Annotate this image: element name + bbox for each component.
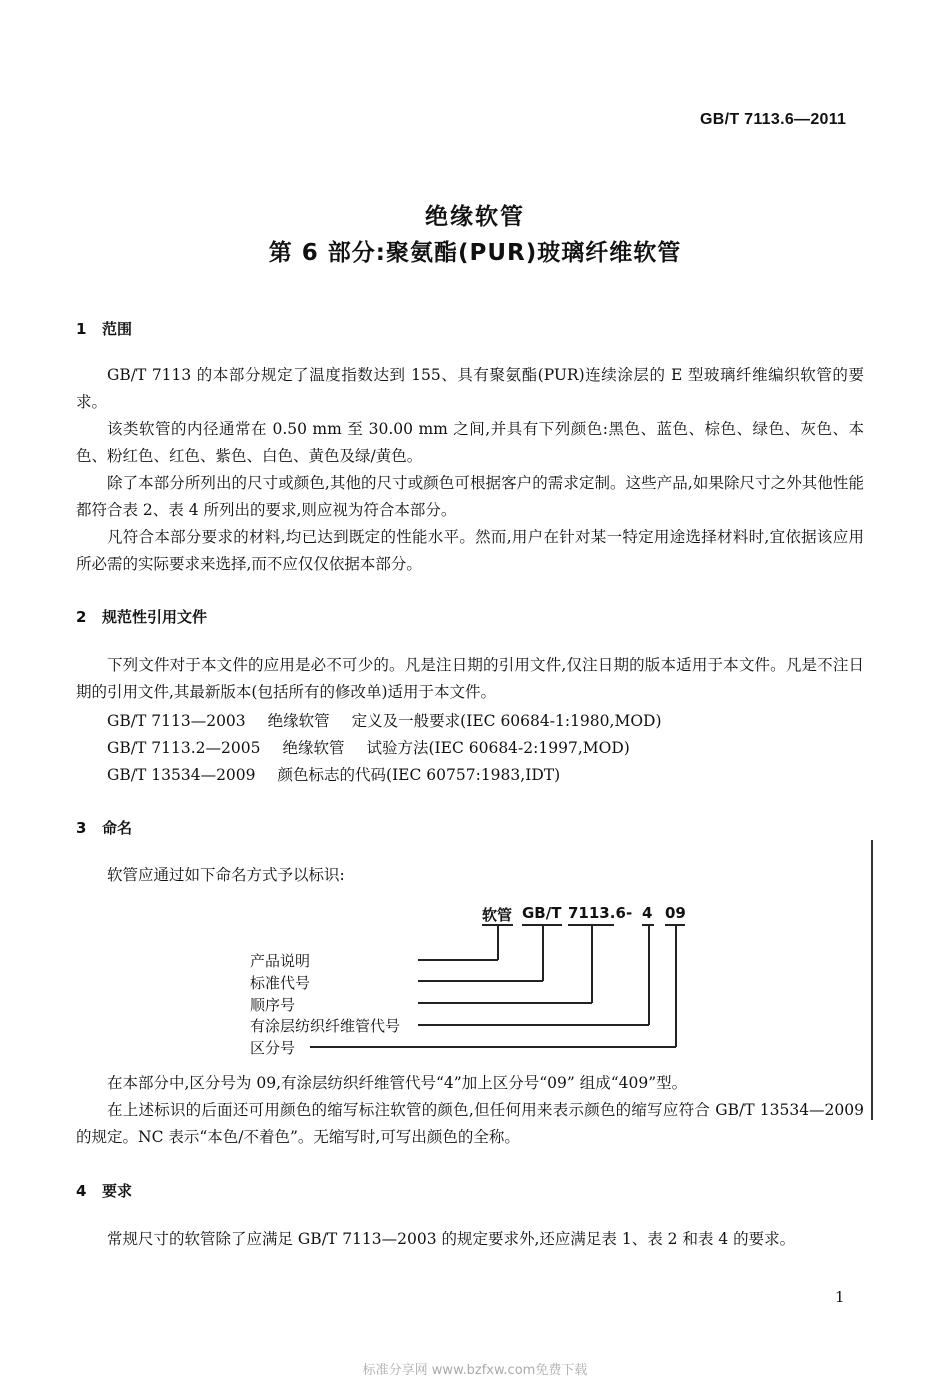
reference-desc: 颜色标志的代码(IEC 60757:1983,IDT) bbox=[277, 766, 561, 784]
paragraph: GB/T 7113 的本部分规定了温度指数达到 155、具有聚氨酯(PUR)连续涂层的 E 型玻璃纤维编织软管的要求。 bbox=[76, 366, 864, 411]
reference-name: 绝缘软管 bbox=[282, 739, 345, 757]
section-4-heading bbox=[76, 1180, 132, 1201]
section-title: 范围 bbox=[102, 320, 133, 338]
reference-desc: 试验方法(IEC 60684-2:1997,MOD) bbox=[366, 739, 630, 757]
reference-code: GB/T 7113—2003 bbox=[107, 712, 246, 730]
section-2-heading bbox=[76, 606, 207, 627]
paragraph: 除了本部分所列出的尺寸或颜色,其他的尺寸或颜色可根据客户的需求定制。这些产品,如果除尺寸之外其他性能都符合表 2、表 4 所列出的要求,则应视为符合本部分。 bbox=[76, 474, 864, 519]
reference-code: GB/T 7113.2—2005 bbox=[107, 739, 261, 757]
scan-edge-line bbox=[871, 840, 873, 1120]
designation-label: 有涂层纺织纤维管代号 bbox=[250, 1017, 401, 1035]
section-number: 4 bbox=[76, 1182, 87, 1200]
document-title-line1: 绝缘软管 bbox=[425, 204, 525, 230]
section-3-body bbox=[76, 1070, 864, 1151]
leader-line bbox=[418, 1024, 649, 1026]
leader-line bbox=[648, 925, 650, 1025]
section-4-body bbox=[76, 1226, 864, 1253]
paragraph: 凡符合本部分要求的材料,均已达到既定的性能水平。然而,用户在针对某一特定用途选择材料时,宜依据该应用所必需的实际要求来选择,而不应仅仅依据本部分。 bbox=[76, 528, 864, 573]
reference-item bbox=[107, 763, 560, 785]
designation-part: 4 bbox=[642, 904, 653, 922]
reference-name: 绝缘软管 bbox=[267, 712, 330, 730]
reference-desc: 定义及一般要求(IEC 60684-1:1980,MOD) bbox=[351, 712, 662, 730]
section-1-heading bbox=[76, 318, 132, 339]
watermark-footer: 标准分享网 www.bzfxw.com免费下载 bbox=[362, 1363, 588, 1378]
designation-part: - bbox=[626, 904, 633, 922]
reference-item bbox=[107, 709, 662, 731]
leader-line bbox=[310, 1046, 676, 1048]
section-3-heading bbox=[76, 817, 132, 838]
leader-line bbox=[418, 1002, 592, 1004]
leader-line bbox=[418, 959, 498, 961]
section-title: 规范性引用文件 bbox=[102, 608, 208, 626]
designation-label: 顺序号 bbox=[250, 996, 296, 1014]
leader-line bbox=[418, 980, 543, 982]
designation-label: 区分号 bbox=[250, 1039, 296, 1057]
designation-part: GB/T bbox=[522, 904, 562, 922]
page-number: 1 bbox=[835, 1288, 845, 1306]
reference-item bbox=[107, 736, 630, 758]
standard-number: GB/T 7113.6—2011 bbox=[700, 111, 847, 128]
section-1-body bbox=[76, 362, 864, 578]
designation-intro: 软管应通过如下命名方式予以标识: bbox=[107, 866, 345, 884]
designation-part: 09 bbox=[665, 904, 686, 922]
section-title: 要求 bbox=[102, 1182, 133, 1200]
leader-line bbox=[542, 925, 544, 981]
paragraph: 在上述标识的后面还可用颜色的缩写标注软管的颜色,但任何用来表示颜色的缩写应符合 GB/T 13534—2009 的规定。NC 表示“本色/不着色”。无缩写时,可写出颜色的全称。 bbox=[76, 1101, 864, 1146]
document-title-line2: 第 6 部分:聚氨酯(PUR)玻璃纤维软管 bbox=[268, 240, 682, 266]
leader-line bbox=[497, 925, 499, 960]
section-number: 2 bbox=[76, 608, 87, 626]
paragraph: 在本部分中,区分号为 09,有涂层纺织纤维管代号“4”加上区分号“09” 组成“409”型。 bbox=[107, 1074, 688, 1092]
section-number: 1 bbox=[76, 320, 87, 338]
designation-part: 软管 bbox=[482, 906, 513, 924]
designation-part: 7113.6 bbox=[568, 904, 626, 922]
leader-line bbox=[591, 925, 593, 1003]
designation-label: 产品说明 bbox=[250, 952, 311, 970]
paragraph: 下列文件对于本文件的应用是必不可少的。凡是注日期的引用文件,仅注日期的版本适用于本文件。凡是不注日期的引用文件,其最新版本(包括所有的修改单)适用于本文件。 bbox=[76, 656, 864, 701]
leader-line bbox=[675, 925, 677, 1047]
reference-code: GB/T 13534—2009 bbox=[107, 766, 256, 784]
section-title: 命名 bbox=[102, 819, 133, 837]
designation-label: 标准代号 bbox=[250, 974, 311, 992]
section-number: 3 bbox=[76, 819, 87, 837]
section-2-intro bbox=[76, 652, 864, 706]
paragraph: 该类软管的内径通常在 0.50 mm 至 30.00 mm 之间,并具有下列颜色:黑色、蓝色、棕色、绿色、灰色、本色、粉红色、红色、紫色、白色、黄色及绿/黄色。 bbox=[76, 420, 864, 465]
paragraph: 常规尺寸的软管除了应满足 GB/T 7113—2003 的规定要求外,还应满足表 1、表 2 和表 4 的要求。 bbox=[107, 1230, 796, 1248]
